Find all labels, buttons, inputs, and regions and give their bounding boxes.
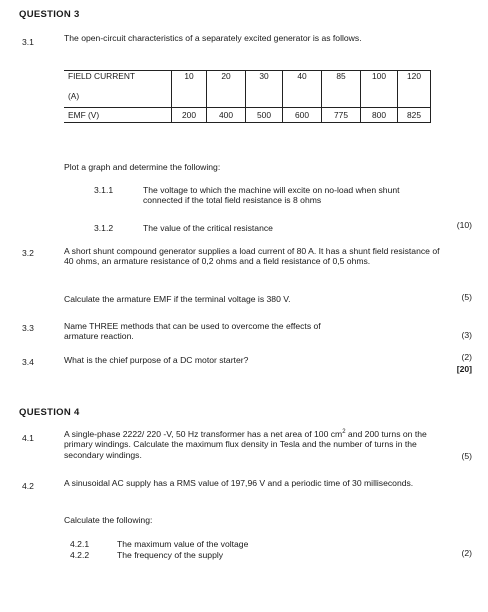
emf-cell: 400 <box>207 108 246 123</box>
emf-label: EMF (V) <box>64 108 172 123</box>
q3-1-instruction: Plot a graph and determine the following: <box>64 162 221 172</box>
q3-3-number: 3.3 <box>22 323 34 333</box>
q4-2-number: 4.2 <box>22 481 34 491</box>
q4-2-text: A sinusoidal AC supply has a RMS value of 197,96 V and a periodic time of 30 milliseconds. <box>64 478 414 488</box>
q4-2-1-text: The maximum value of the voltage <box>117 539 249 549</box>
field-current-cell: 10 <box>172 71 207 86</box>
unit-row <box>64 85 431 108</box>
q4-1-marks: (5) <box>461 451 472 461</box>
emf-cell: 500 <box>246 108 283 123</box>
q3-1-2-number: 3.1.2 <box>94 223 114 233</box>
emf-cell: 600 <box>283 108 322 123</box>
q3-1-1-number: 3.1.1 <box>94 185 114 195</box>
q3-3-text: Name THREE methods that can be used to overcome the effects of armature reaction. <box>64 321 321 342</box>
field-current-cell: 85 <box>322 71 361 86</box>
q4-2-2-text: The frequency of the supply <box>117 550 224 560</box>
q4-1-text <box>64 429 442 460</box>
q3-4-number: 3.4 <box>22 357 34 367</box>
q3-3-marks: (3) <box>461 330 472 340</box>
occ-table <box>64 70 431 123</box>
field-current-cell: 30 <box>246 71 283 86</box>
field-current-cell: 20 <box>207 71 246 86</box>
field-current-label: FIELD CURRENT <box>64 71 172 86</box>
question-3-heading: QUESTION 3 <box>19 9 80 20</box>
field-current-cell: 120 <box>398 71 431 86</box>
q4-2-2-number: 4.2.2 <box>70 550 90 560</box>
q3-1-text: The open-circuit characteristics of a separately excited generator is as follows. <box>64 33 362 43</box>
q4-2-1-number: 4.2.1 <box>70 539 90 549</box>
q3-2-number: 3.2 <box>22 248 34 258</box>
field-current-unit: (A) <box>68 90 80 101</box>
q4-1-text-a: A single-phase 2222/ 220 -V, 50 Hz transformer has a net area of 100 cm <box>64 429 343 439</box>
q3-2-instruction: Calculate the armature EMF if the terminal voltage is 380 V. <box>64 294 291 304</box>
q4-1-number: 4.1 <box>22 433 34 443</box>
field-current-cell: 100 <box>361 71 398 86</box>
emf-cell: 200 <box>172 108 207 123</box>
q3-1-number: 3.1 <box>22 37 34 47</box>
q4-1-text-b: and 200 turns on the primary windings. Calculate the maximum flux density in Tesla and the number of turns in the secondary windings. <box>64 429 427 460</box>
emf-cell: 775 <box>322 108 361 123</box>
q3-1-1-text: The voltage to which the machine will excite on no-load when shunt connected if the total field resistance is 8 ohms <box>143 185 400 206</box>
q3-4-marks: (2) <box>461 352 472 362</box>
q4-2-instruction: Calculate the following: <box>64 515 153 525</box>
q3-1-2-text: The value of the critical resistance <box>143 223 273 233</box>
q4-1-superscript: 2 <box>342 429 346 436</box>
emf-cell: 825 <box>398 108 431 123</box>
q3-4-text: What is the chief purpose of a DC motor starter? <box>64 355 249 365</box>
emf-row <box>64 108 431 123</box>
q3-total-marks: [20] <box>456 364 472 374</box>
field-current-cell: 40 <box>283 71 322 86</box>
q4-2-marks: (2) <box>461 548 472 558</box>
question-4-heading: QUESTION 4 <box>19 407 80 418</box>
q3-2-marks: (5) <box>461 292 472 302</box>
q3-2-text: A short shunt compound generator supplies a load current of 80 A. It has a shunt field resistance of 40 ohms, an armature resistance of 0,2 ohms and a field resistance of 0,5 ohms. <box>64 246 440 267</box>
q3-1-marks: (10) <box>456 220 472 230</box>
emf-cell: 800 <box>361 108 398 123</box>
field-current-row <box>64 71 431 86</box>
